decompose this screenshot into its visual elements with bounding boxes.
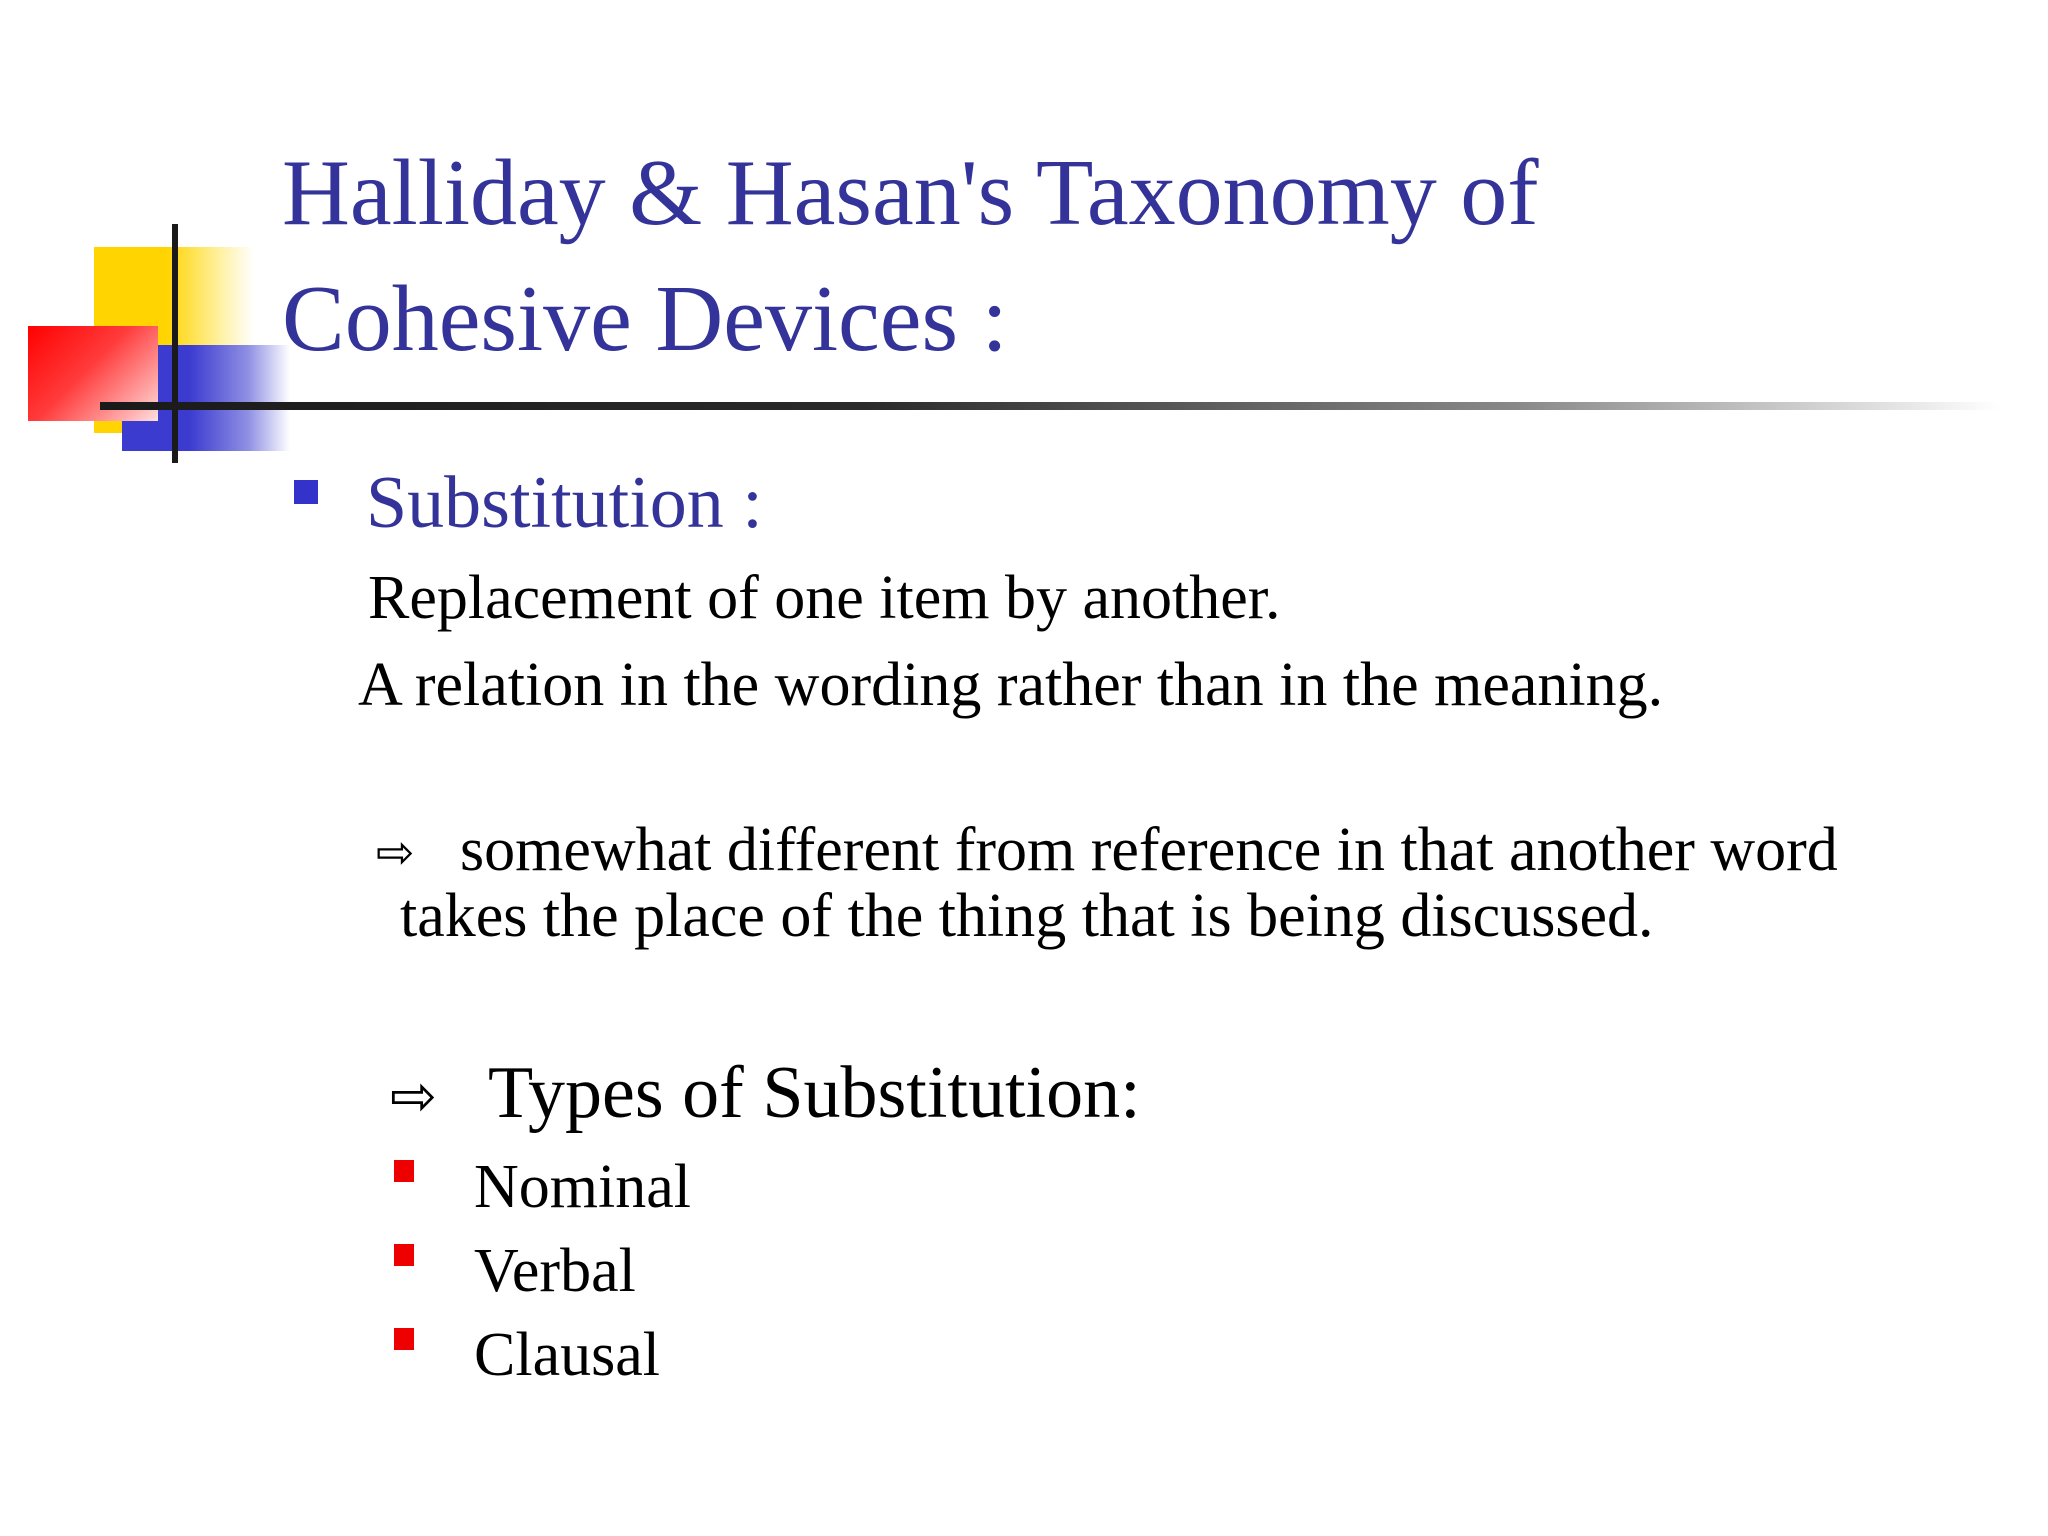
red-square-bullet-icon: [394, 1244, 414, 1266]
types-heading: Types of Substitution:: [488, 1052, 1141, 1134]
slide-title-line-1: Halliday & Hasan's Taxonomy of: [282, 141, 1539, 245]
deco-vertical-line: [172, 224, 178, 463]
note-line-1: somewhat different from reference in that another word: [460, 816, 1838, 884]
section-heading-substitution: Substitution :: [366, 462, 763, 544]
definition-line-2: A relation in the wording rather than in the meaning.: [358, 651, 1664, 719]
definition-line-1: Replacement of one item by another.: [368, 564, 1281, 632]
note-line-2: takes the place of the thing that is being discussed.: [400, 882, 1654, 950]
slide-title: [282, 130, 1982, 382]
red-square-bullet-icon: [394, 1328, 414, 1350]
title-underline-rule: [100, 402, 2000, 410]
arrow-right-icon: ⇨: [390, 1064, 437, 1129]
arrow-right-icon: ⇨: [376, 825, 415, 879]
list-item-type: Clausal: [474, 1321, 660, 1389]
slide-title-line-2: Cohesive Devices :: [282, 267, 1008, 371]
list-item-type: Nominal: [474, 1153, 691, 1221]
red-square-bullet-icon: [394, 1160, 414, 1182]
blue-square-bullet-icon: [294, 480, 318, 504]
list-item-type: Verbal: [474, 1237, 636, 1305]
